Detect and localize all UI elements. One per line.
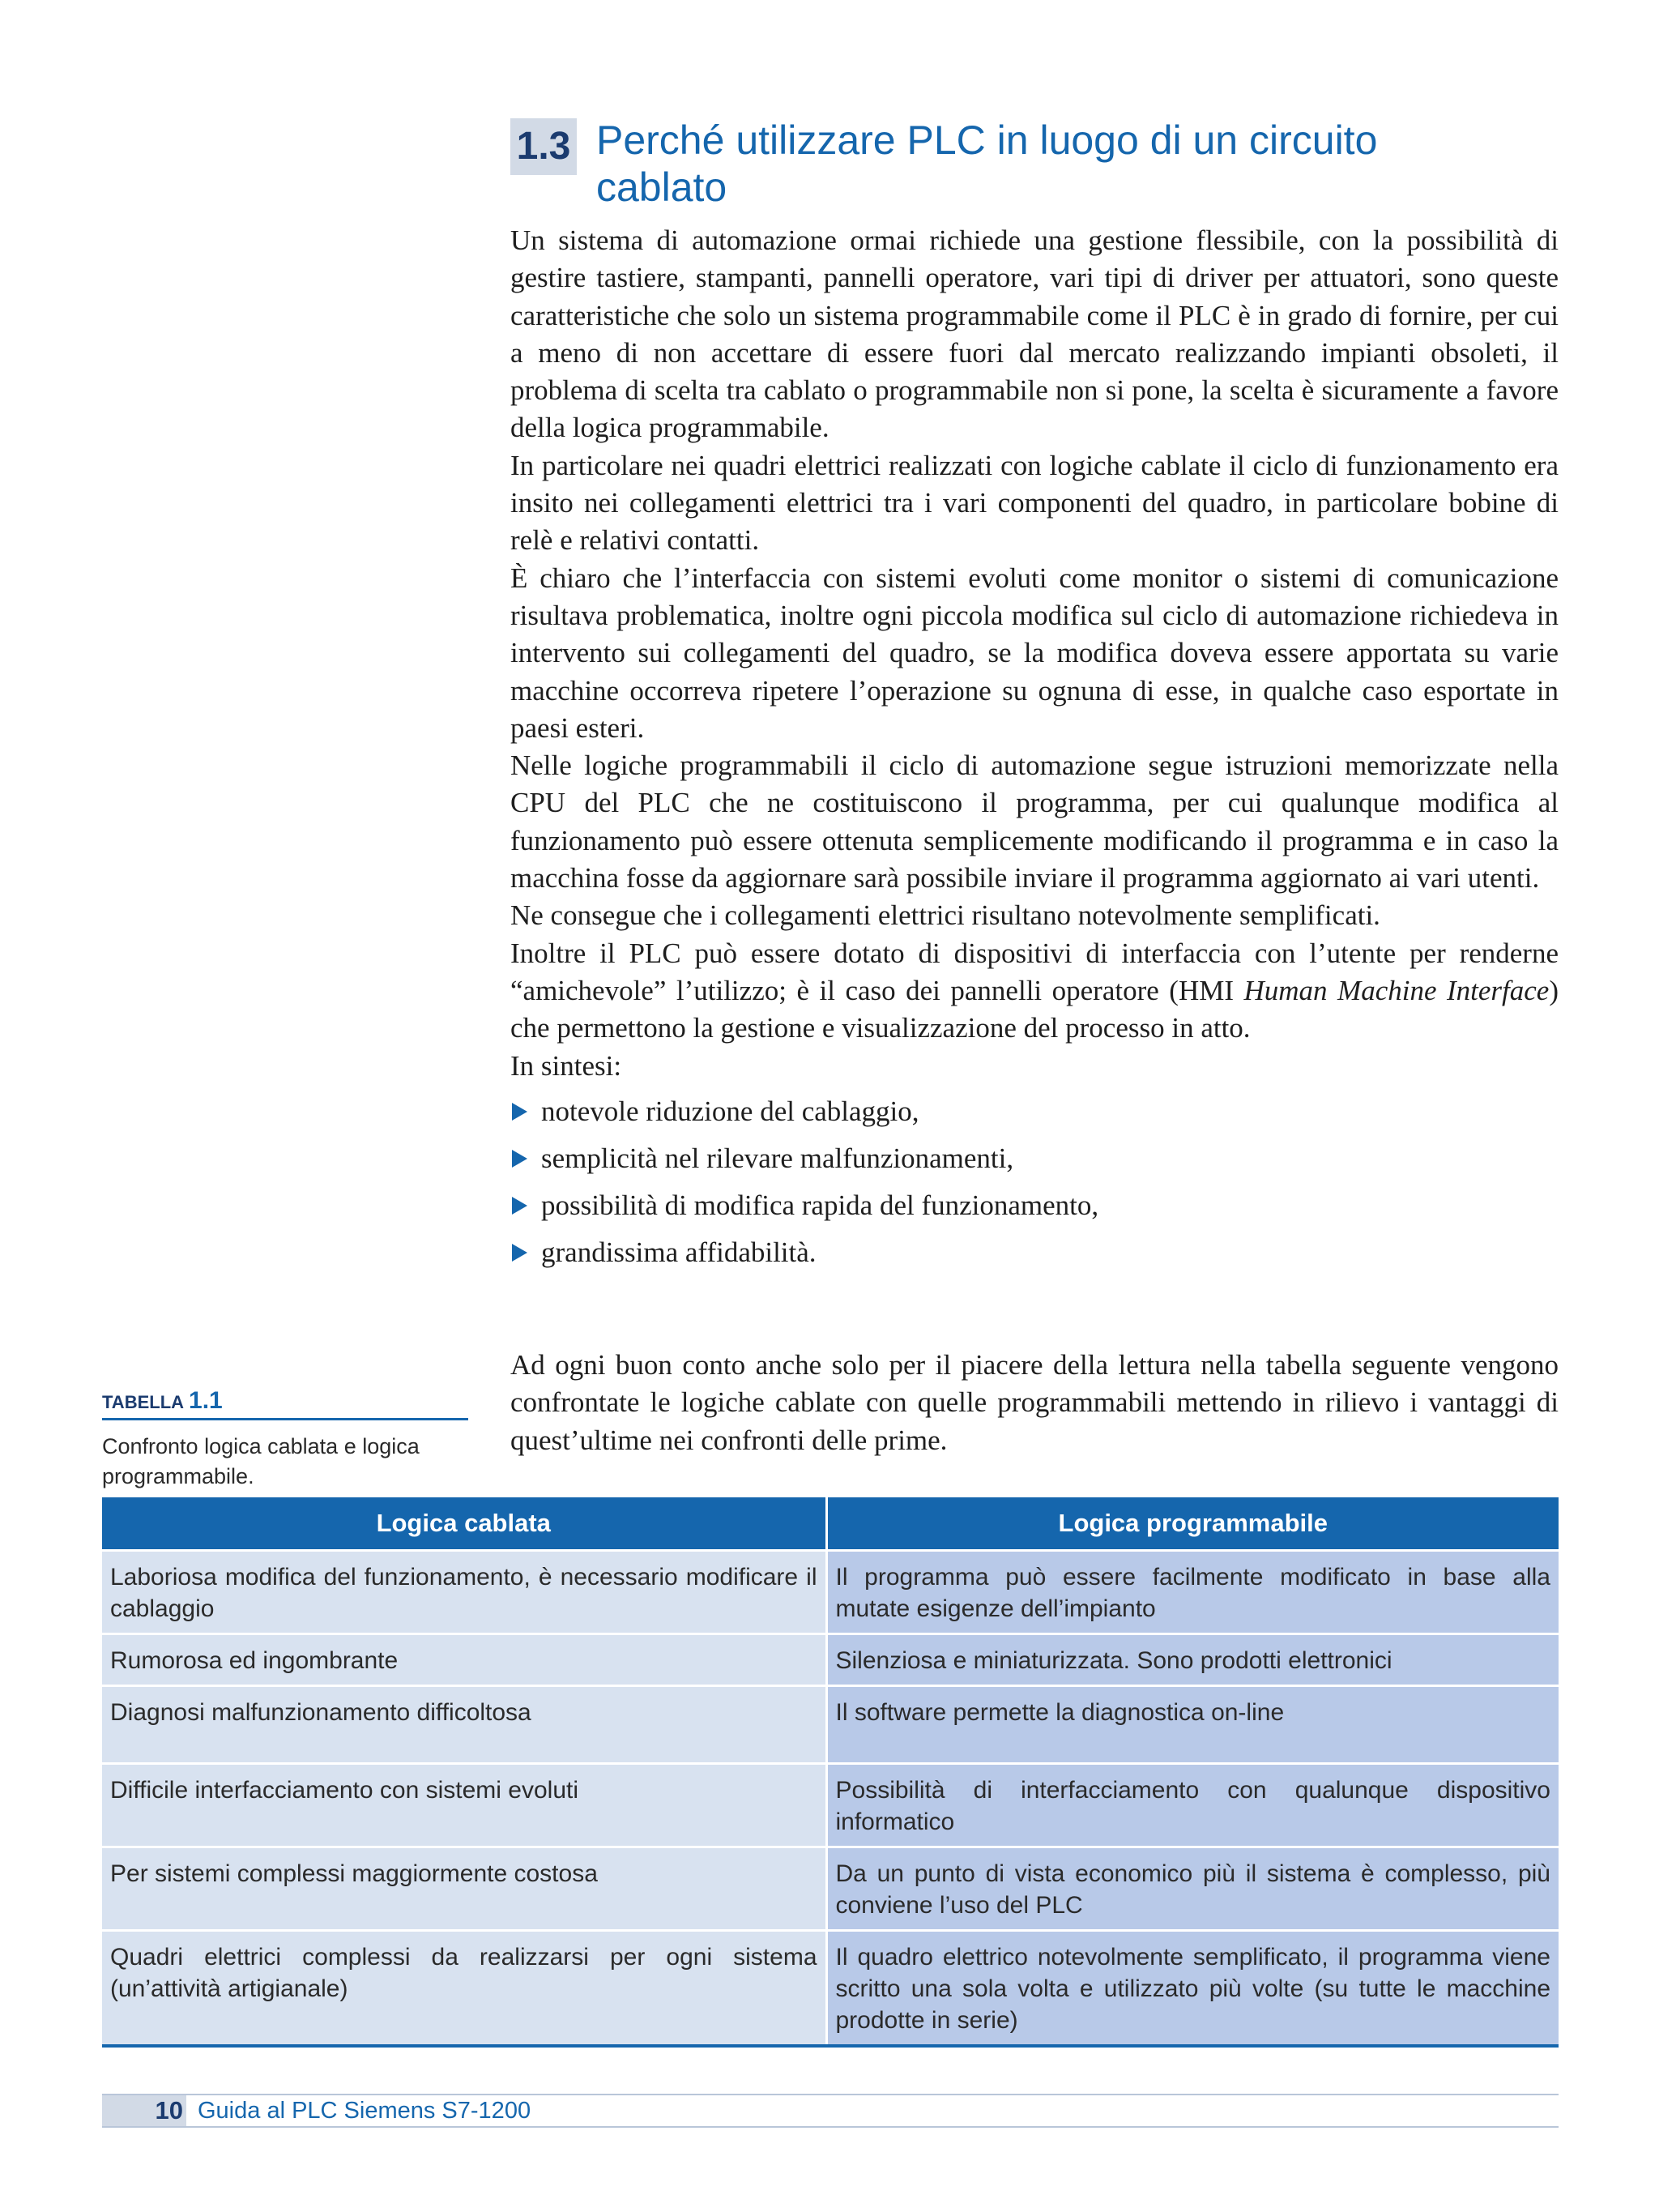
list-item: notevole riduzione del cablaggio,	[510, 1093, 1559, 1140]
hmi-text-after: ) che permettono la gestione e visualizzazione del processo in atto.	[510, 974, 1559, 1044]
list-item: grandissima affidabilità.	[510, 1234, 1559, 1281]
triangle-bullet-icon	[512, 1150, 527, 1168]
table-cell: Il software permette la diagnostica on-line	[826, 1686, 1559, 1764]
list-item: semplicità nel rilevare malfunzionamenti,	[510, 1140, 1559, 1187]
table-cell: Difficile interfacciamento con sistemi evoluti	[102, 1764, 826, 1847]
section-number: 1.3	[510, 118, 577, 175]
table-cell: Diagnosi malfunzionamento difficoltosa	[102, 1686, 826, 1764]
caption-label: TABELLA 1.1	[102, 1387, 223, 1414]
table-header-row	[102, 1497, 1559, 1551]
table-cell: Quadri elettrici complessi da realizzarsi per ogni sistema (un’attività artigianale)	[102, 1931, 826, 2045]
paragraph: In particolare nei quadri elettrici realizzati con logiche cablate il ciclo di funzionamento era insito nei collegamenti elettrici tra i vari componenti del quadro, in particolare bobine di relè e relativi contatti.	[510, 449, 1559, 557]
table-row	[102, 1551, 1559, 1634]
table-row	[102, 1686, 1559, 1764]
paragraph: È chiaro che l’interfaccia con sistemi evoluti come monitor o sistemi di comunicazione risultava problematica, inoltre ogni piccola modifica sul ciclo di automazione richiedeva in intervento sui collegamenti del quadro, se la modifica doveva essere apportata su varie macchine occorreva ripetere l’operazione su ognuna di esse, in qualche caso esportate in paesi esteri.	[510, 562, 1559, 744]
table-row	[102, 1847, 1559, 1931]
table-cell: Il programma può essere facilmente modificato in base alla mutate esigenze dell’impianto	[826, 1551, 1559, 1634]
closing-paragraph: Ad ogni buon conto anche solo per il piacere della lettura nella tabella seguente vengono confrontate le logiche cablate con quelle programmabili mettendo in rilievo i vantaggi di quest’ultime nei confronti delle prime.	[510, 1349, 1559, 1456]
paragraph: Nelle logiche programmabili il ciclo di automazione segue istruzioni memorizzate nella CPU del PLC che ne costituiscono il programma, per cui qualunque modifica al funzionamento può essere ottenuta semplicemente modificando il programma e in caso la macchina fosse da aggiornare sarà possibile inviare il programma aggiornato ai vari utenti.	[510, 749, 1559, 895]
table-row	[102, 1931, 1559, 2045]
table-cell: Per sistemi complessi maggiormente costosa	[102, 1847, 826, 1931]
book-title: Guida al PLC Siemens S7-1200	[198, 2098, 531, 2124]
body-text	[510, 222, 1559, 1281]
page-number: 10	[102, 2095, 186, 2126]
caption-text: Confronto logica cablata e logica programmabile.	[102, 1434, 420, 1488]
page-footer	[102, 2094, 1559, 2126]
table-cell: Il quadro elettrico notevolmente semplificato, il programma viene scritto una sola volta e utilizzato più volte (su tutte le macchine prodotte in serie)	[826, 1931, 1559, 2045]
paragraph: Un sistema di automazione ormai richiede una gestione flessibile, con la possibilità di gestire tastiere, stampanti, pannelli operatore, vari tipi di driver per attuatori, sono queste caratteristiche che solo un sistema programmabile come il PLC è in grado di fornire, per cui a meno di non accettare di essere fuori dal mercato realizzando impianti obsoleti, il problema di scelta tra cablato o programmabile non si pone, la scelta è sicuramente a favore della logica programmabile.	[510, 224, 1559, 444]
column-header: Logica cablata	[102, 1497, 826, 1551]
table-cell: Laboriosa modifica del funzionamento, è necessario modificare il cablaggio	[102, 1551, 826, 1634]
list-item: possibilità di modifica rapida del funzionamento,	[510, 1187, 1559, 1234]
footer-rule-bottom	[102, 2126, 1559, 2128]
table-bottom-rule	[102, 2044, 1559, 2048]
table-cell: Silenziosa e miniaturizzata. Sono prodotti elettronici	[826, 1634, 1559, 1686]
hmi-term: Human Machine Interface	[1243, 974, 1550, 1006]
paragraph-hmi	[510, 935, 1559, 1048]
paragraph: Ne consegue che i collegamenti elettrici risultano notevolmente semplificati.	[510, 899, 1380, 932]
summary-intro: In sintesi:	[510, 1049, 622, 1082]
table-row	[102, 1634, 1559, 1686]
table-cell: Rumorosa ed ingombrante	[102, 1634, 826, 1686]
triangle-bullet-icon	[512, 1244, 527, 1262]
section-title: Perché utilizzare PLC in luogo di un circuito cablato	[596, 117, 1378, 210]
table-cell: Da un punto di vista economico più il sistema è complesso, più conviene l’uso del PLC	[826, 1847, 1559, 1931]
table-cell: Possibilità di interfacciamento con qualunque dispositivo informatico	[826, 1764, 1559, 1847]
table-row	[102, 1764, 1559, 1847]
bullet-list	[510, 1093, 1559, 1281]
comparison-table	[102, 1497, 1559, 2048]
triangle-bullet-icon	[512, 1197, 527, 1215]
caption-number: 1.1	[189, 1387, 223, 1414]
column-header: Logica programmabile	[826, 1497, 1559, 1551]
triangle-bullet-icon	[512, 1103, 527, 1121]
table-caption	[102, 1387, 468, 1492]
caption-rule	[102, 1418, 468, 1420]
hmi-text-before: Inoltre il PLC può essere dotato di dispositivi di interfaccia con l’utente per renderne “amichevole” l’utilizzo; è il caso dei pannelli operatore (HMI	[510, 937, 1559, 1006]
